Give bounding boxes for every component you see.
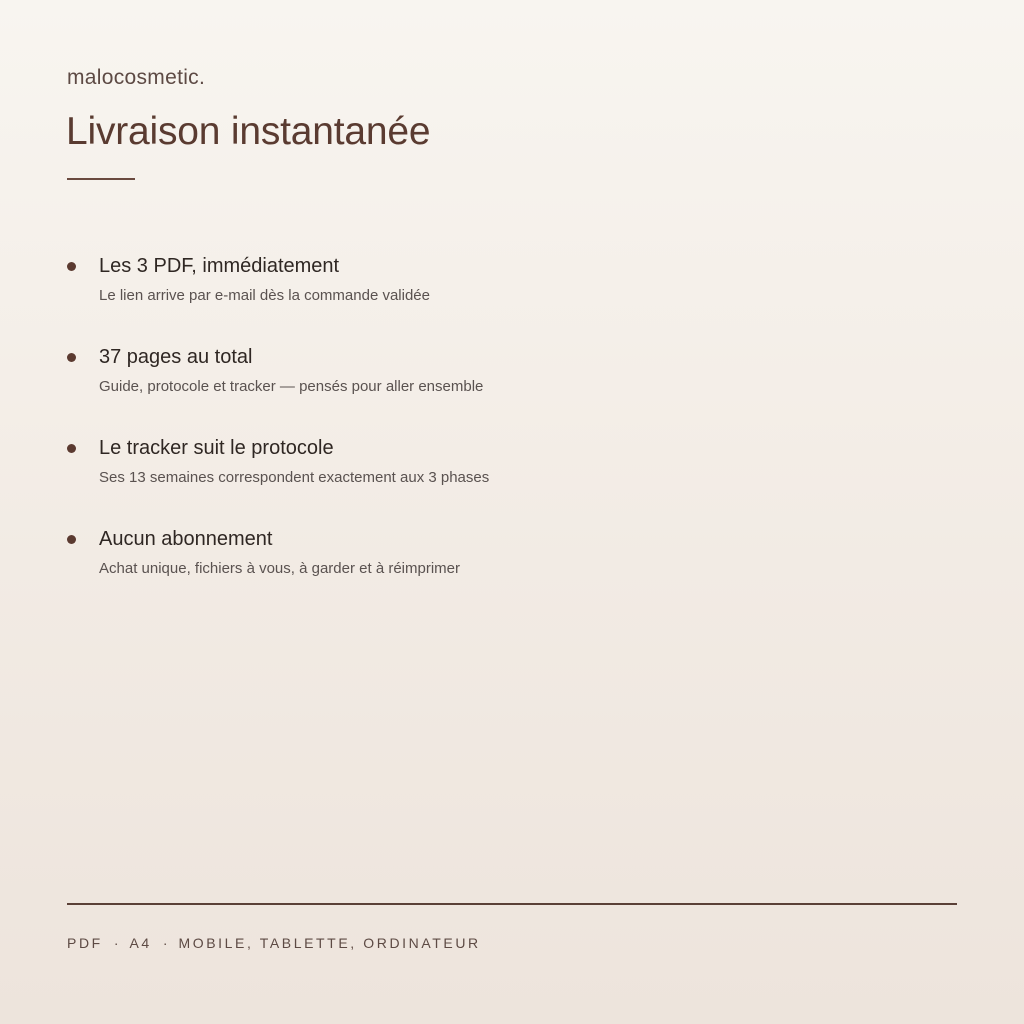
feature-item (67, 528, 927, 619)
title-underline (67, 178, 135, 180)
feature-title: Le tracker suit le protocole (99, 437, 334, 459)
feature-list (67, 255, 927, 619)
footer-specs (67, 935, 481, 951)
feature-description: Ses 13 semaines correspondent exactement aux 3 phases (99, 469, 490, 486)
bullet-dot-icon (67, 444, 76, 453)
feature-title: Les 3 PDF, immédiatement (99, 255, 340, 277)
footer-devices: MOBILE, TABLETTE, ORDINATEUR (178, 935, 481, 951)
feature-description: Guide, protocole et tracker — pensés pour aller ensemble (99, 378, 484, 395)
footer-format: PDF (67, 935, 103, 951)
page-title: Livraison instantanée (66, 110, 431, 153)
footer-divider (67, 903, 957, 905)
feature-description: Achat unique, fichiers à vous, à garder et à réimprimer (99, 560, 461, 577)
footer-size: A4 (129, 935, 152, 951)
brand-name: malocosmetic. (67, 66, 206, 89)
feature-description: Le lien arrive par e-mail dès la commande validée (99, 287, 430, 304)
bullet-dot-icon (67, 353, 76, 362)
bullet-dot-icon (67, 535, 76, 544)
feature-item (67, 255, 927, 346)
feature-item (67, 346, 927, 437)
footer-separator: · (113, 935, 119, 951)
feature-title: 37 pages au total (99, 346, 253, 368)
bullet-dot-icon (67, 262, 76, 271)
feature-title: Aucun abonnement (99, 528, 273, 550)
footer-separator: · (162, 935, 168, 951)
feature-item (67, 437, 927, 528)
